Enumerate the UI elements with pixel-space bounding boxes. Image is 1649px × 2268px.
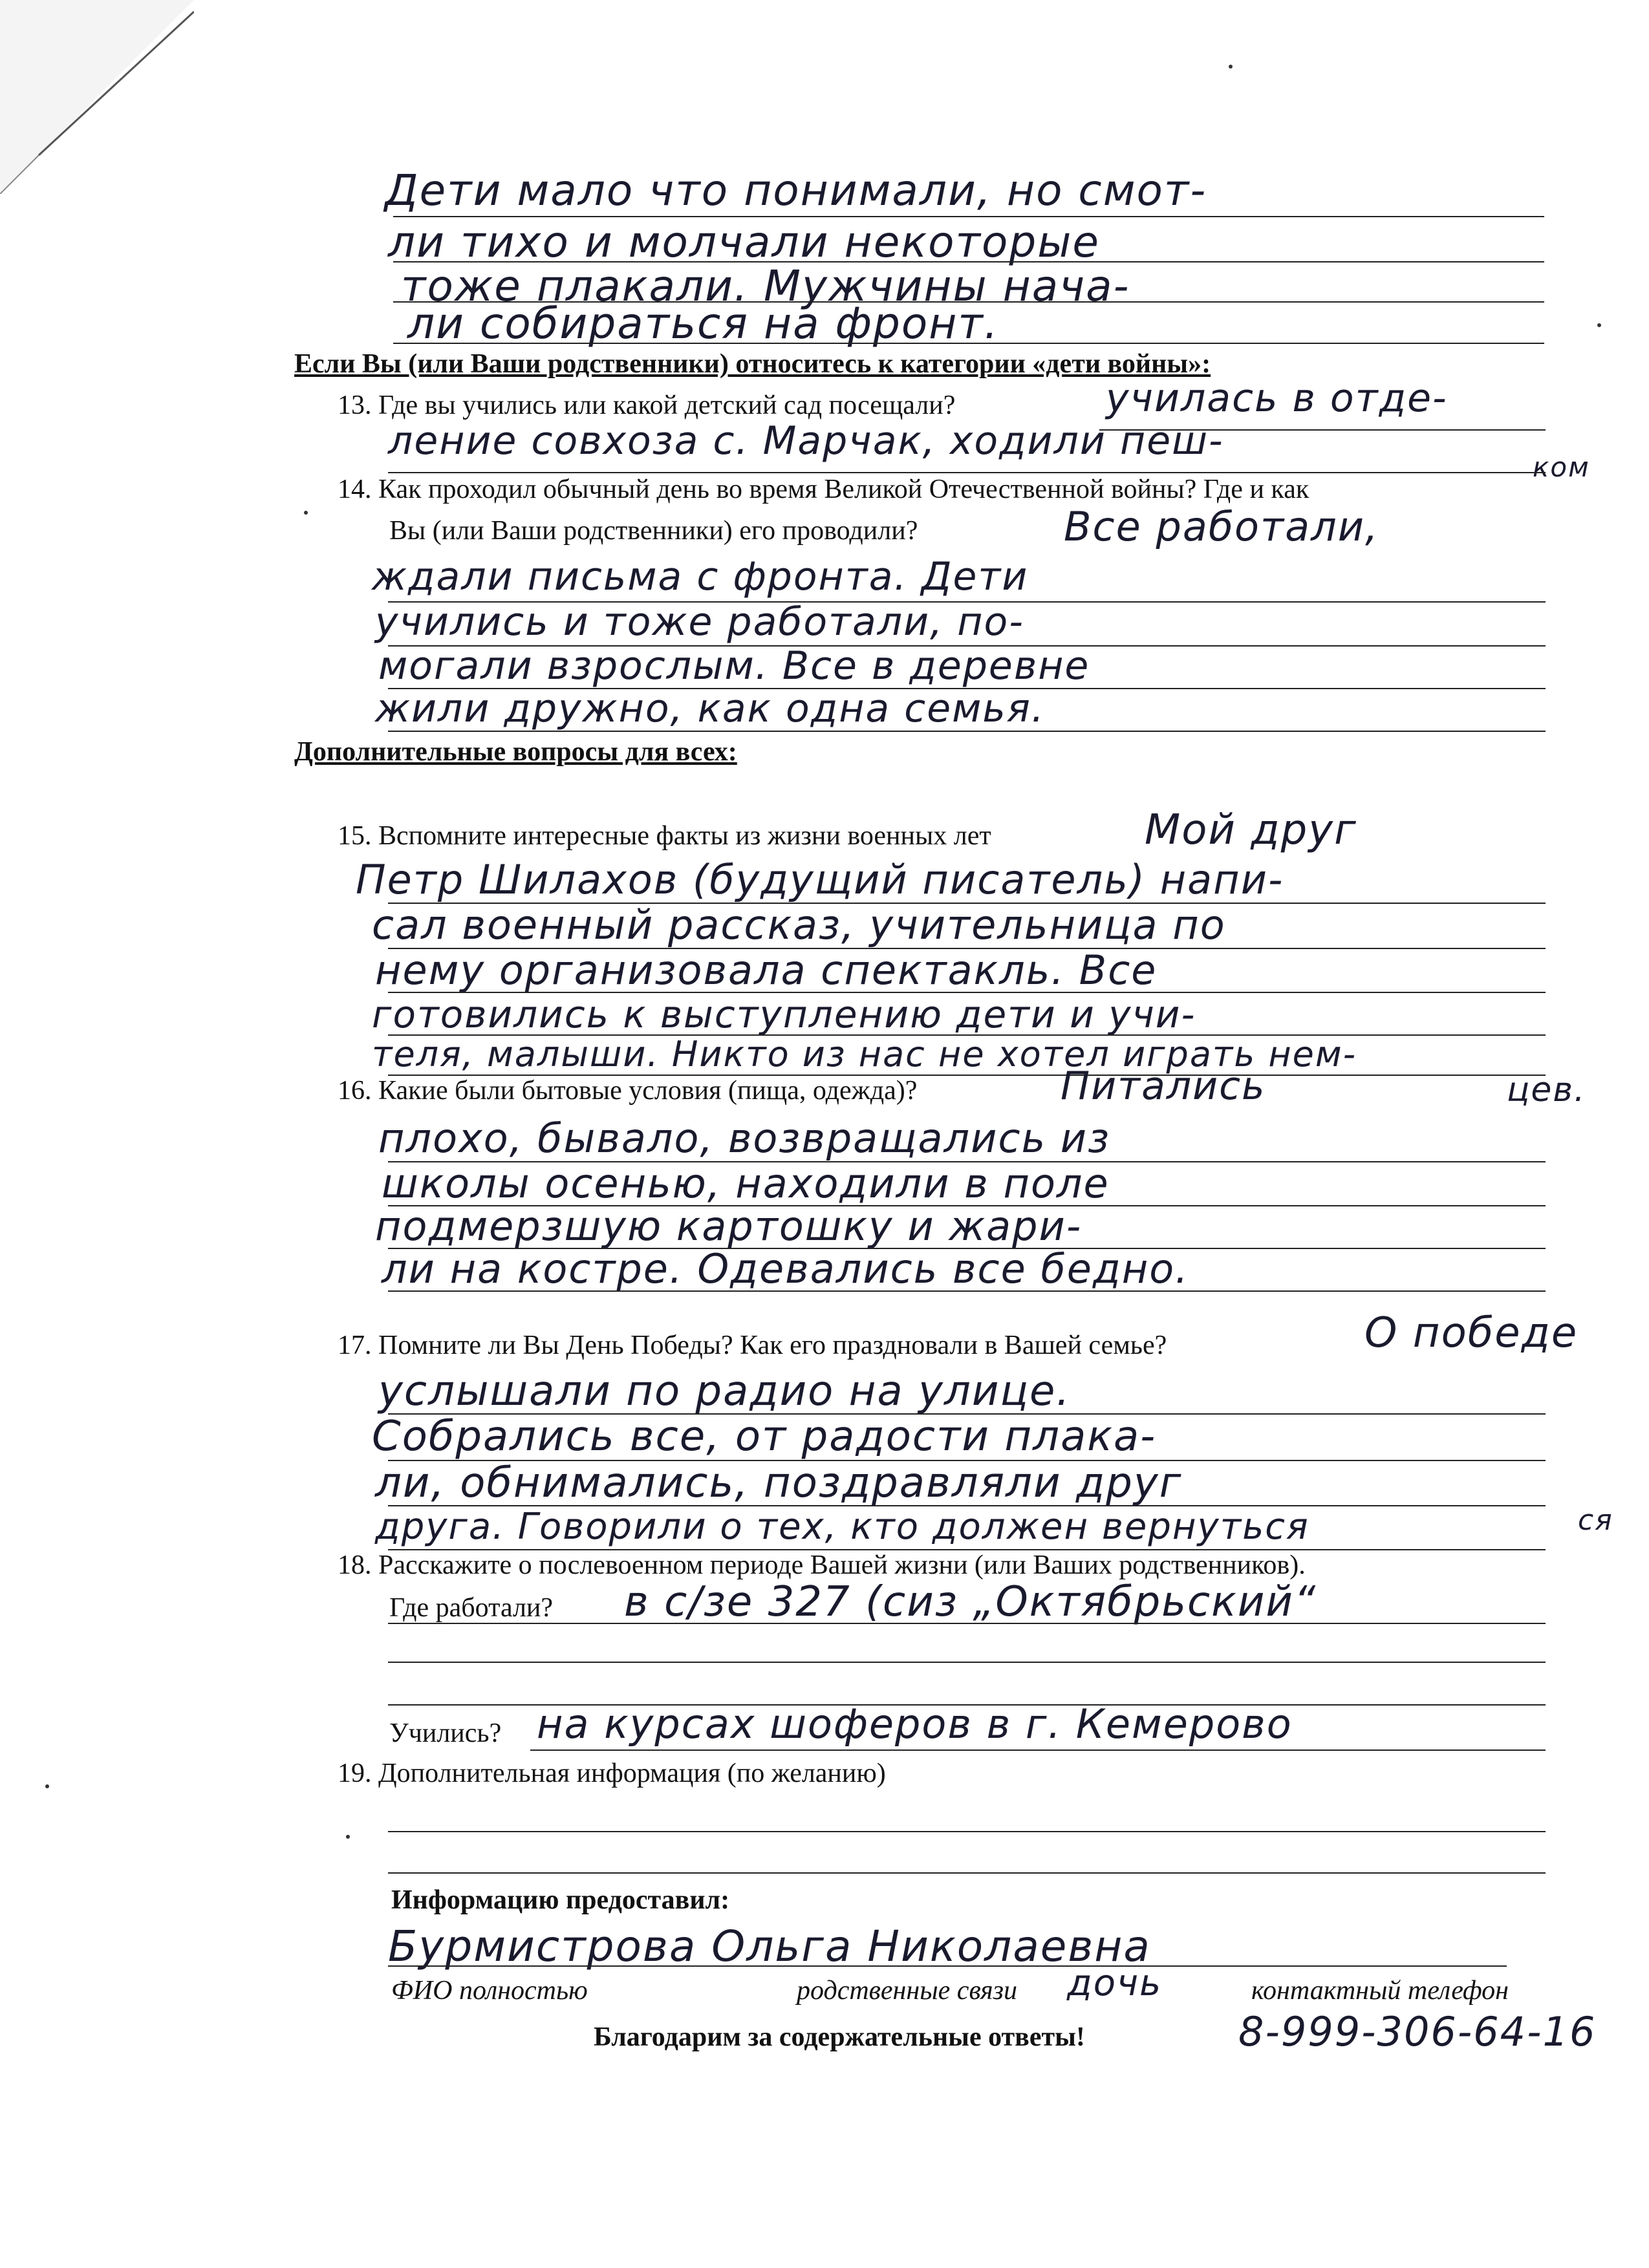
- q17-answer-3: Собрались все, от радости плака-: [372, 1413, 1157, 1460]
- q13-answer-1: училась в отде-: [1106, 376, 1448, 421]
- q13-label: 13. Где вы учились или какой детский сад посещали?: [338, 390, 956, 420]
- q16-rule-3: [388, 1248, 1546, 1249]
- q19-label: 19. Дополнительная информация (по желанию): [338, 1759, 886, 1788]
- q15-rule-2: [388, 948, 1546, 949]
- q16-answer-5: ли на костре. Одевались все бедно.: [382, 1245, 1189, 1292]
- scan-speck: [1597, 323, 1601, 327]
- q15-rule-4: [388, 1034, 1546, 1036]
- q13-answer-3: ком: [1533, 451, 1590, 483]
- q15-answer-1: Мой друг: [1145, 806, 1357, 854]
- q17-label: 17. Помните ли Вы День Победы? Как его праздновали в Вашей семье?: [338, 1331, 1167, 1360]
- section-additional-questions: Дополнительные вопросы для всех:: [294, 737, 737, 767]
- q17-rule-3: [388, 1505, 1546, 1506]
- q18-study-label: Учились?: [389, 1718, 502, 1748]
- q13-answer-2: ление совхоза с. Марчак, ходили пеш-: [388, 418, 1224, 464]
- q15-rule-1: [388, 903, 1546, 904]
- answer-12-rule-3: [393, 301, 1544, 303]
- fio-label: ФИО полностью: [391, 1976, 588, 2006]
- q17-rule-1: [388, 1413, 1546, 1415]
- q17-answer-6: ся: [1578, 1504, 1613, 1537]
- scan-speck: [1229, 65, 1233, 69]
- q16-rule-4: [388, 1290, 1546, 1292]
- q17-answer-1: О победе: [1364, 1309, 1579, 1357]
- q16-label: 16. Какие были бытовые условия (пища, одежда)?: [338, 1076, 918, 1106]
- scan-speck: [304, 511, 308, 515]
- scan-corner-shadow: [0, 0, 194, 194]
- q15-answer-2: Петр Шилахов (будущий писатель) напи-: [356, 856, 1284, 903]
- q16-answer-1: Питались: [1061, 1064, 1266, 1109]
- q13-rule-1: [1099, 429, 1546, 431]
- answer-12-rule-4: [393, 343, 1544, 344]
- relation-answer: дочь: [1067, 1962, 1163, 2004]
- q18-work-rule-2: [388, 1662, 1546, 1663]
- q14-label-line-2: Вы (или Ваши родственники) его проводили?: [389, 516, 918, 546]
- q16-rule-1: [388, 1161, 1546, 1162]
- answer-12-line-4: ли собираться на фронт.: [407, 299, 999, 348]
- scan-speck: [45, 1784, 49, 1788]
- q18-label: 18. Расскажите о послевоенном периоде Вашей жизни (или Ваших родственников).: [338, 1550, 1306, 1580]
- q16-rule-2: [388, 1205, 1546, 1206]
- q15-answer-6: теля, малыши. Никто из нас не хотел играть нем-: [372, 1034, 1357, 1075]
- q15-label: 15. Вспомните интересные факты из жизни военных лет: [338, 821, 991, 851]
- q15-answer-4: нему организовала спектакль. Все: [375, 947, 1158, 994]
- q14-answer-3: учились и тоже работали, по-: [375, 599, 1024, 645]
- relation-label: родственные связи: [797, 1976, 1018, 2006]
- q14-answer-5: жили дружно, как одна семья.: [375, 686, 1045, 731]
- answer-12-rule-2: [393, 261, 1544, 262]
- q18-study-rule: [530, 1749, 1546, 1751]
- provided-by-heading: Информацию предоставил:: [391, 1885, 730, 1915]
- answer-12-line-1: Дети мало что понимали, но смот-: [385, 166, 1207, 215]
- q14-rule-2: [388, 645, 1546, 647]
- phone-answer: 8-999-306-64-16: [1238, 2008, 1597, 2055]
- q15-answer-7: цев.: [1507, 1071, 1586, 1109]
- q17-answer-2: услышали по радио на улице.: [378, 1367, 1071, 1415]
- q17-answer-5: друга. Говорили о тех, кто должен вернуться: [375, 1506, 1310, 1548]
- q15-answer-5: готовились к выступлению дети и учи-: [372, 992, 1196, 1036]
- q14-rule-4: [388, 731, 1546, 732]
- q14-rule-3: [388, 688, 1546, 689]
- answer-12-line-3: тоже плакали. Мужчины нача-: [401, 261, 1130, 311]
- q15-rule-3: [388, 992, 1546, 993]
- q14-rule-1: [388, 601, 1546, 603]
- q14-answer-2: ждали письма с фронта. Дети: [372, 554, 1029, 599]
- q14-answer-1: Все работали,: [1064, 503, 1379, 550]
- q16-answer-4: подмерзшую картошку и жари-: [375, 1203, 1083, 1250]
- answer-12-line-2: ли тихо и молчали некоторые: [388, 217, 1100, 267]
- scan-speck: [346, 1835, 350, 1839]
- q18-study-answer: на курсах шоферов в г. Кемерово: [537, 1700, 1293, 1748]
- q19-rule-1: [388, 1831, 1546, 1832]
- thanks-line: Благодарим за содержательные ответы!: [594, 2022, 1085, 2052]
- q16-answer-3: школы осенью, находили в поле: [382, 1160, 1110, 1207]
- q14-answer-4: могали взрослым. Все в деревне: [378, 643, 1090, 689]
- q18-work-label: Где работали?: [389, 1593, 554, 1623]
- q19-rule-2: [388, 1872, 1546, 1874]
- q16-answer-2: плохо, бывало, возвращались из: [378, 1115, 1111, 1162]
- answer-12-rule-1: [393, 216, 1544, 217]
- q18-work-answer: в с/зе 327 (сиз „Октябрьский“: [624, 1578, 1317, 1626]
- q14-label-line-1: 14. Как проходил обычный день во время Великой Отечественной войны? Где и как: [338, 475, 1310, 504]
- q18-work-rule-1: [388, 1623, 1546, 1624]
- phone-label: контактный телефон: [1251, 1976, 1509, 2006]
- q13-rule-2: [388, 472, 1546, 473]
- q15-answer-3: сал военный рассказ, учительница по: [372, 901, 1226, 948]
- respondent-name: Бурмистрова Ольга Николаевна: [388, 1921, 1151, 1971]
- name-rule: [388, 1965, 1507, 1967]
- q17-rule-2: [388, 1460, 1546, 1461]
- q17-answer-4: ли, обнимались, поздравляли друг: [375, 1459, 1183, 1507]
- section-children-of-war: Если Вы (или Ваши родственники) относитесь к категории «дети войны»:: [294, 349, 1211, 379]
